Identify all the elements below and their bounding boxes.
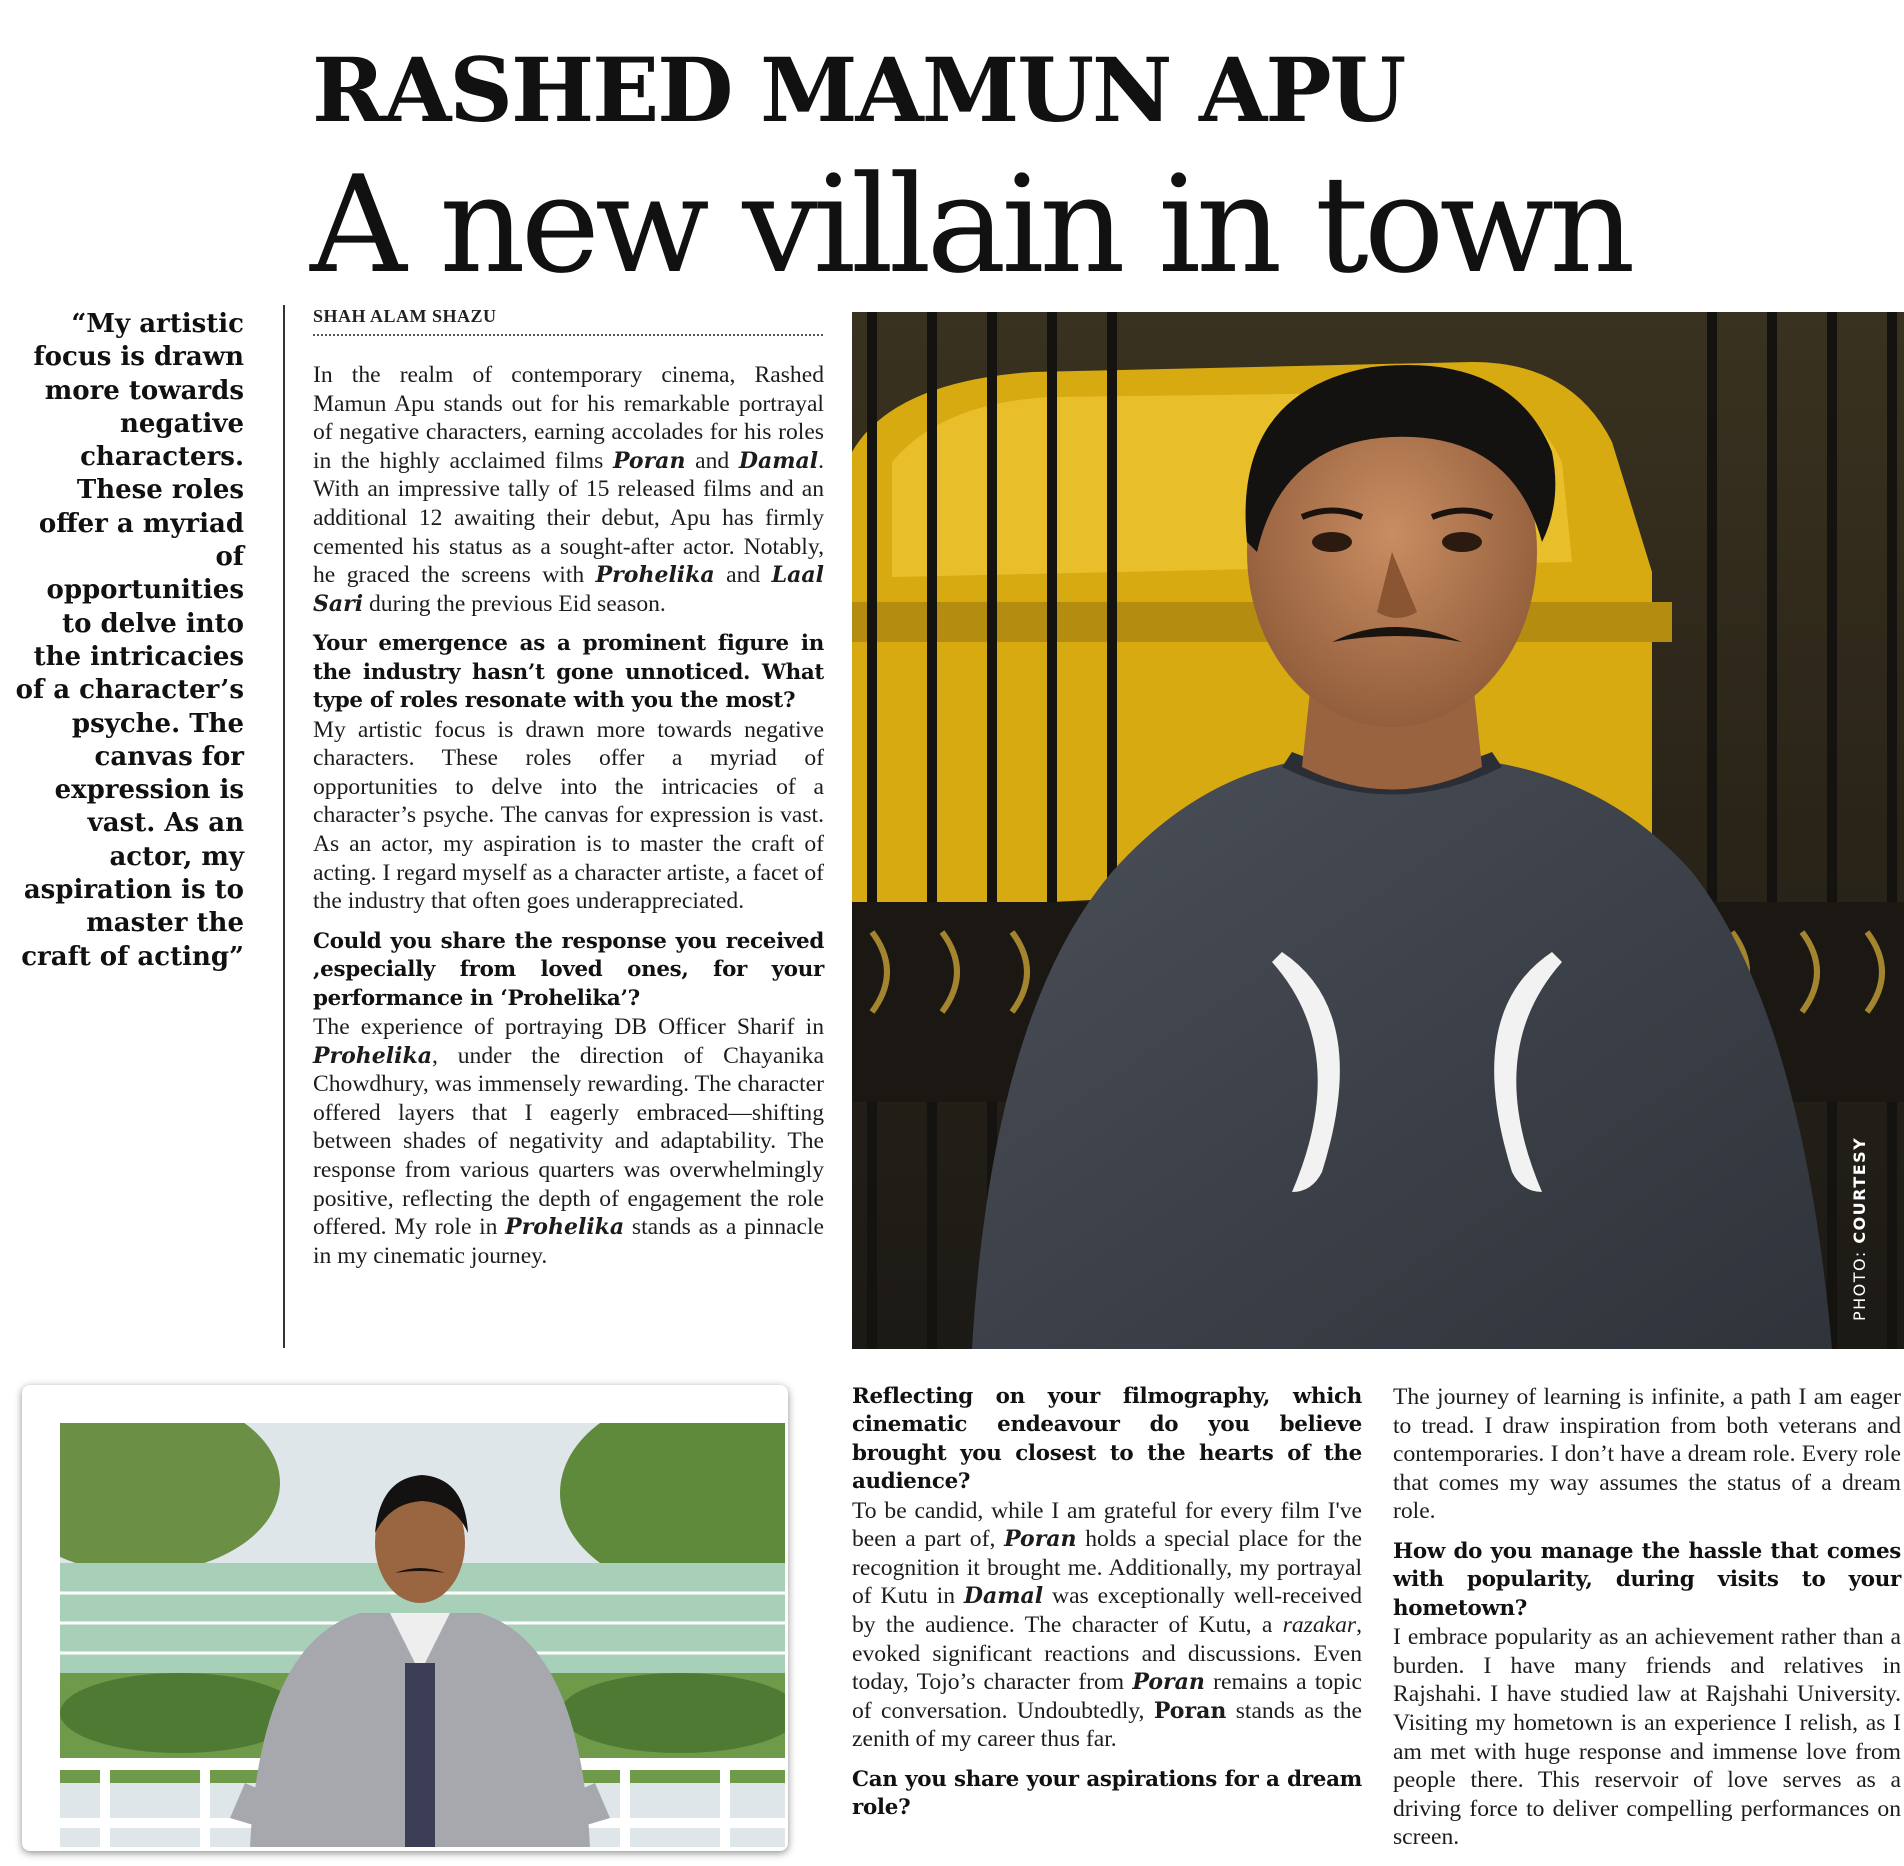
term-italic: razakar [1282,1612,1357,1638]
answer-paragraph: The experience of portraying DB Officer Sharif in Prohelika, under the direction of Chayanika Chowdhury, was immensely rewarding. The character offered layers that I eagerly embraced—shifting between shades of negativity and adaptability. The response from various quarters was overwhelmingly positive, reflecting the depth of engagement the role offered. My role in Prohelika stands as a pinnacle in my cinematic journey. [313,1013,824,1269]
kicker-name: RASHED MAMUN APU [312,38,1405,142]
article-column-right [1393,1383,1901,1852]
movie-title: Poran [1153,1697,1227,1724]
pull-quote: “My artistic focus is drawn more towards negative characters. These roles offer a myriad of opportunities to delve into the intricacies of a character’s psyche. The canvas for expression is vast. As an actor, my aspiration is to master the craft of acting” [15,309,244,972]
question-heading: Your emergence as a prominent figure in the industry hasn’t gone unnoticed. What type of roles resonate with you the most? [313,631,824,714]
question-heading: Reflecting on your filmography, which cinematic endeavour do you believe brought you closest to the hearts of the audience? [852,1384,1362,1495]
secondary-photo [60,1423,785,1847]
main-photo [852,312,1904,1349]
question-heading: Can you share your aspirations for a dream role? [852,1766,1362,1821]
movie-title: Prohelika [313,1042,433,1069]
column-rule [283,305,285,1348]
answer-paragraph: To be candid, while I am grateful for every film I've been a part of, Poran holds a special place for the recognition it brought me. Additionally, my portrayal of Kutu in Damal was exceptionally well-received by the audience. The character of Kutu, a razakar, evoked significant reactions and discussions. Even today, Tojo’s character from Poran remains a topic of conversation. Undoubtedly, Poran stands as the zenith of my career thus far. [852,1497,1363,1753]
photo-credit: PHOTO: COURTESY [1850,1136,1869,1321]
question-heading: How do you manage the hassle that comes with popularity, during visits to your hometown? [1393,1538,1901,1621]
movie-title: Laal Sari [313,562,824,617]
intro-paragraph: In the realm of contemporary cinema, Rashed Mamun Apu stands out for his remarkable portrayal of negative characters, earning accolades for his roles in the highly acclaimed films Poran and Damal. With an impressive tally of 15 released films and an additional 12 awaiting their debut, Apu has firmly cemented his status as a sought-after actor. Notably, he graced the screens with Prohelika and Laal Sari during the previous Eid season. [313,362,824,617]
movie-title: Poran [1004,1526,1077,1553]
question-heading: Could you share the response you received ,especially from loved ones, for your performance in ‘Prohelika’? [313,928,824,1011]
movie-title: Prohelika [595,562,715,589]
answer-paragraph: The journey of learning is infinite, a path I am eager to tread. I draw inspiration from both veterans and contemporaries. I don’t have a dream role. Every role that comes my way assumes the status of a dream role. [1393,1384,1901,1525]
article-column-main [313,361,824,1270]
movie-title: Poran [1132,1669,1205,1696]
answer-paragraph: My artistic focus is drawn more towards negative characters. These roles offer a myriad of opportunities to delve into the intricacies of a character’s psyche. The canvas for expression is vast. As an actor, my aspiration is to master the craft of acting. I regard myself as a character artiste, a facet of the industry that often goes underappreciated. [313,716,824,915]
answer-paragraph: I embrace popularity as an achievement rather than a burden. I have many friends and relatives in Rajshahi. I have studied law at Rajshahi University. Visiting my hometown is an experience I relish, as I am met with huge response and immense love from people there. This reservoir of love serves as a driving force to deliver compelling performances on screen. [1393,1624,1901,1851]
secondary-photo-card [22,1385,788,1851]
movie-title: Damal [963,1583,1044,1610]
movie-title: Poran [612,447,686,474]
headline: A new villain in town [310,147,1631,303]
movie-title: Prohelika [505,1214,625,1241]
article-column-middle [852,1383,1362,1823]
byline: SHAH ALAM SHAZU [313,306,823,336]
movie-title: Damal [738,447,819,474]
